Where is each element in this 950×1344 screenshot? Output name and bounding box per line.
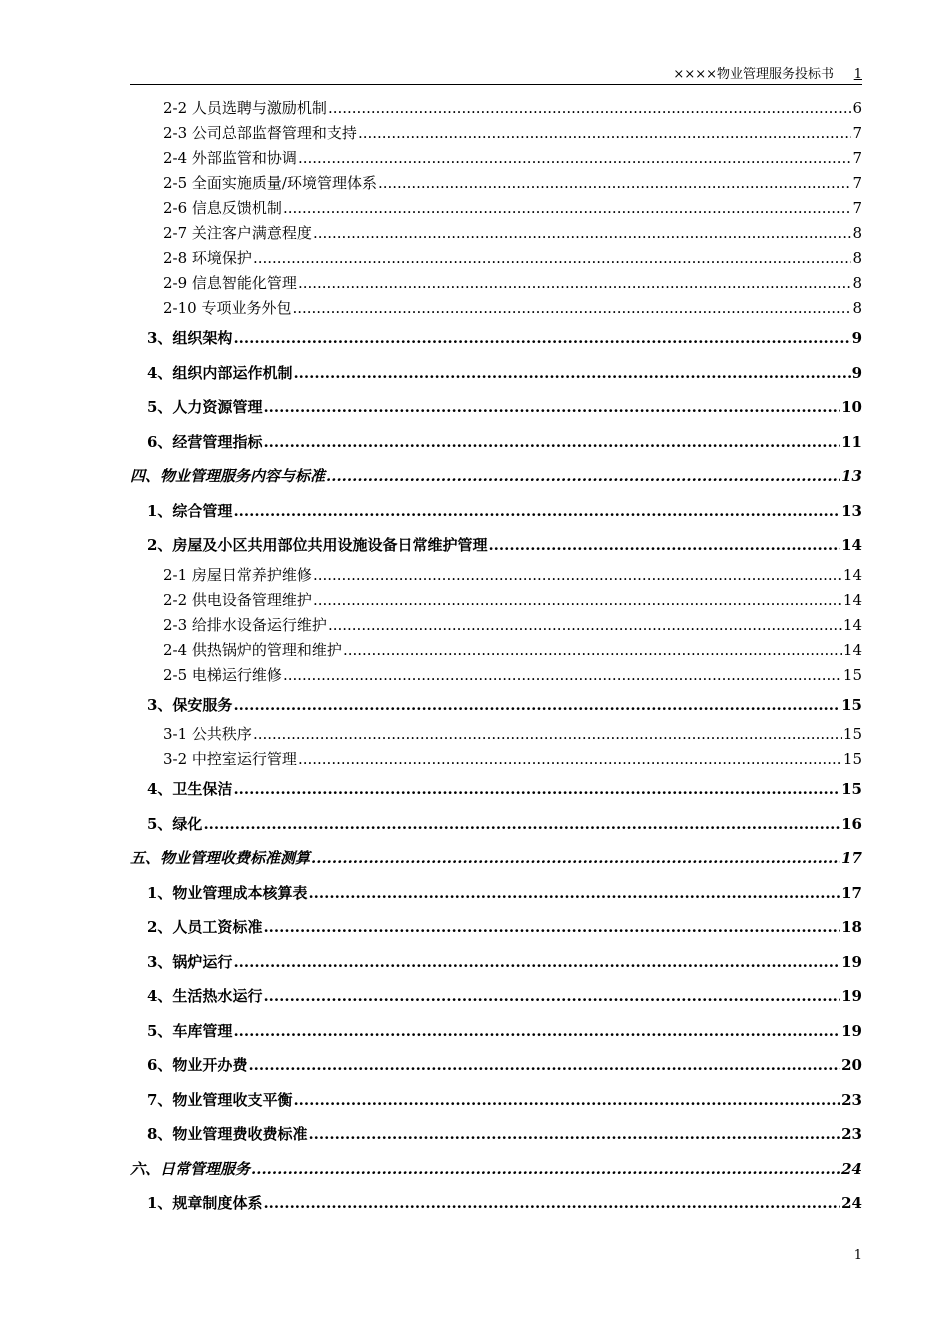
toc-dot-leader [248,1048,840,1083]
toc-entry-page: 7 [852,199,862,217]
toc-entry-page: 19 [841,987,862,1005]
toc-dot-leader [298,146,852,171]
toc-entry[interactable] [130,1014,862,1049]
toc-entry-title: 4、卫生保洁 [147,780,233,798]
toc-entry[interactable] [130,1186,862,1221]
toc-entry[interactable] [130,390,862,425]
toc-entry[interactable] [130,271,862,296]
toc-dot-leader [263,910,840,945]
toc-dot-leader [293,356,850,391]
toc-dot-leader [326,459,840,494]
toc-dot-leader [253,722,842,747]
toc-entry-title: 2-4 供热锅炉的管理和维护 [163,640,342,659]
toc-entry-page: 14 [841,536,862,554]
toc-entry-page: 7 [852,124,862,142]
toc-entry[interactable] [130,747,862,772]
toc-entry-page: 8 [852,224,862,242]
toc-entry-page: 14 [842,615,862,634]
toc-dot-leader [308,876,840,911]
toc-entry-page: 7 [852,149,862,167]
toc-entry[interactable] [130,688,862,723]
toc-entry-page: 15 [841,695,862,714]
toc-entry[interactable] [130,246,862,271]
footer-page-number: 1 [853,1248,862,1263]
toc-entry-page: 11 [841,432,862,451]
toc-entry-title: 8、物业管理费收费标准 [147,1125,308,1143]
toc-dot-leader [313,563,842,588]
toc-dot-leader [233,1014,840,1049]
toc-entry-page: 24 [841,1194,862,1212]
toc-entry[interactable] [130,772,862,807]
toc-entry[interactable] [130,528,862,563]
toc-entry[interactable] [130,1048,862,1083]
toc-entry-title: 2-5 电梯运行维修 [163,665,282,684]
toc-entry-page: 6 [852,99,862,117]
toc-entry-title: 4、生活热水运行 [147,987,263,1005]
toc-entry[interactable] [130,1152,862,1187]
toc-entry-page: 17 [841,849,862,867]
toc-entry[interactable] [130,807,862,842]
toc-entry[interactable] [130,638,862,663]
toc-dot-leader [251,1152,840,1187]
toc-entry-title: 1、规章制度体系 [147,1194,263,1212]
toc-entry-page: 8 [852,274,862,292]
toc-entry-page: 14 [842,565,862,584]
toc-dot-leader [283,663,842,688]
toc-entry[interactable] [130,1117,862,1152]
toc-entry-title: 5、绿化 [147,814,203,833]
toc-entry[interactable] [130,121,862,146]
page-header [130,66,862,85]
toc-entry[interactable] [130,945,862,980]
toc-entry-page: 23 [841,1125,862,1143]
toc-entry-title: 2-6 信息反馈机制 [163,199,282,217]
toc-entry-page: 10 [841,398,862,416]
toc-entry-page: 8 [852,299,862,317]
toc-entry[interactable] [130,722,862,747]
toc-entry-page: 15 [842,750,862,768]
toc-dot-leader [263,390,840,425]
toc-dot-leader [233,494,840,529]
toc-entry-title: 7、物业管理收支平衡 [147,1090,293,1109]
toc-dot-leader [233,772,840,807]
toc-dot-leader [253,246,852,271]
toc-entry-title: 2、房屋及小区共用部位共用设施设备日常维护管理 [147,536,488,554]
toc-entry-page: 23 [841,1090,862,1109]
header-title: ××××物业管理服务投标书 [673,67,834,82]
toc-entry[interactable] [130,876,862,911]
toc-entry[interactable] [130,613,862,638]
toc-entry-title: 五、物业管理收费标准测算 [130,849,311,867]
header-page-number: 1 [853,67,862,82]
toc-entry-page: 17 [841,883,862,902]
toc-entry-title: 4、组织内部运作机制 [147,363,293,382]
toc-entry-page: 15 [842,725,862,743]
toc-entry-title: 2-7 关注客户满意程度 [163,224,312,242]
toc-entry-title: 四、物业管理服务内容与标准 [130,467,326,485]
toc-entry[interactable] [130,96,862,121]
toc-entry[interactable] [130,841,862,876]
toc-entry[interactable] [130,146,862,171]
toc-dot-leader [298,747,842,772]
toc-entry[interactable] [130,425,862,460]
toc-dot-leader [358,121,852,146]
toc-entry-page: 15 [841,780,862,798]
table-of-contents [130,96,862,1221]
toc-dot-leader [343,638,842,663]
toc-entry[interactable] [130,296,862,321]
toc-dot-leader [203,807,840,842]
toc-entry-page: 13 [841,501,862,520]
toc-entry[interactable] [130,663,862,688]
toc-entry-page: 15 [842,665,862,684]
toc-entry-title: 3、保安服务 [147,695,233,714]
toc-entry[interactable] [130,171,862,196]
toc-dot-leader [292,296,851,321]
toc-dot-leader [378,171,851,196]
toc-dot-leader [328,613,842,638]
toc-dot-leader [283,196,852,221]
toc-entry-title: 2-4 外部监管和协调 [163,149,297,167]
toc-entry[interactable] [130,1083,862,1118]
toc-dot-leader [311,841,840,876]
toc-dot-leader [313,588,842,613]
toc-dot-leader [233,945,840,980]
toc-entry[interactable] [130,588,862,613]
toc-dot-leader [293,1083,840,1118]
toc-entry-page: 18 [841,918,862,936]
toc-entry-page: 7 [852,174,862,192]
toc-entry-title: 3、锅炉运行 [147,952,233,971]
toc-entry-title: 2-3 给排水设备运行维护 [163,615,327,634]
toc-entry-title: 3-1 公共秩序 [163,725,252,743]
toc-entry[interactable] [130,563,862,588]
toc-entry[interactable] [130,979,862,1014]
toc-entry-title: 2、人员工资标准 [147,918,263,936]
toc-entry-page: 20 [841,1056,862,1074]
toc-entry-title: 2-2 供电设备管理维护 [163,590,312,609]
toc-dot-leader [328,96,852,121]
toc-entry-title: 6、经营管理指标 [147,432,263,451]
toc-entry[interactable] [130,494,862,529]
toc-dot-leader [298,271,852,296]
toc-entry-title: 3、组织架构 [147,329,233,347]
toc-entry-page: 9 [851,363,862,382]
toc-entry[interactable] [130,196,862,221]
toc-entry-page: 19 [841,952,862,971]
toc-entry-title: 1、综合管理 [147,501,233,520]
toc-entry-title: 5、车库管理 [147,1021,233,1040]
toc-entry[interactable] [130,356,862,391]
toc-entry[interactable] [130,910,862,945]
toc-entry-title: 2-1 房屋日常养护维修 [163,565,312,584]
toc-entry-page: 8 [852,249,862,267]
toc-entry-title: 5、人力资源管理 [147,398,263,416]
toc-dot-leader [313,221,852,246]
toc-dot-leader [263,1186,840,1221]
toc-entry-title: 1、物业管理成本核算表 [147,883,308,902]
toc-entry-page: 24 [841,1159,862,1178]
toc-entry-title: 2-9 信息智能化管理 [163,274,297,292]
toc-entry[interactable] [130,321,862,356]
toc-entry-title: 3-2 中控室运行管理 [163,750,297,768]
toc-dot-leader [233,321,850,356]
toc-entry-title: 六、日常管理服务 [130,1159,251,1178]
toc-entry-page: 13 [841,467,862,485]
toc-entry-page: 14 [842,590,862,609]
toc-entry[interactable] [130,221,862,246]
toc-entry[interactable] [130,459,862,494]
toc-entry-title: 2-8 环境保护 [163,249,252,267]
toc-entry-page: 9 [851,329,862,347]
toc-entry-title: 2-10 专项业务外包 [163,299,292,317]
toc-entry-title: 2-3 公司总部监督管理和支持 [163,124,357,142]
toc-entry-page: 19 [841,1021,862,1040]
toc-dot-leader [488,528,840,563]
toc-dot-leader [263,425,840,460]
toc-entry-title: 6、物业开办费 [147,1056,248,1074]
toc-entry-title: 2-5 全面实施质量/环境管理体系 [163,174,377,192]
toc-entry-title: 2-2 人员选聘与激励机制 [163,99,327,117]
toc-dot-leader [308,1117,840,1152]
toc-entry-page: 14 [842,640,862,659]
toc-dot-leader [263,979,840,1014]
toc-dot-leader [233,688,840,723]
toc-entry-page: 16 [841,814,862,833]
